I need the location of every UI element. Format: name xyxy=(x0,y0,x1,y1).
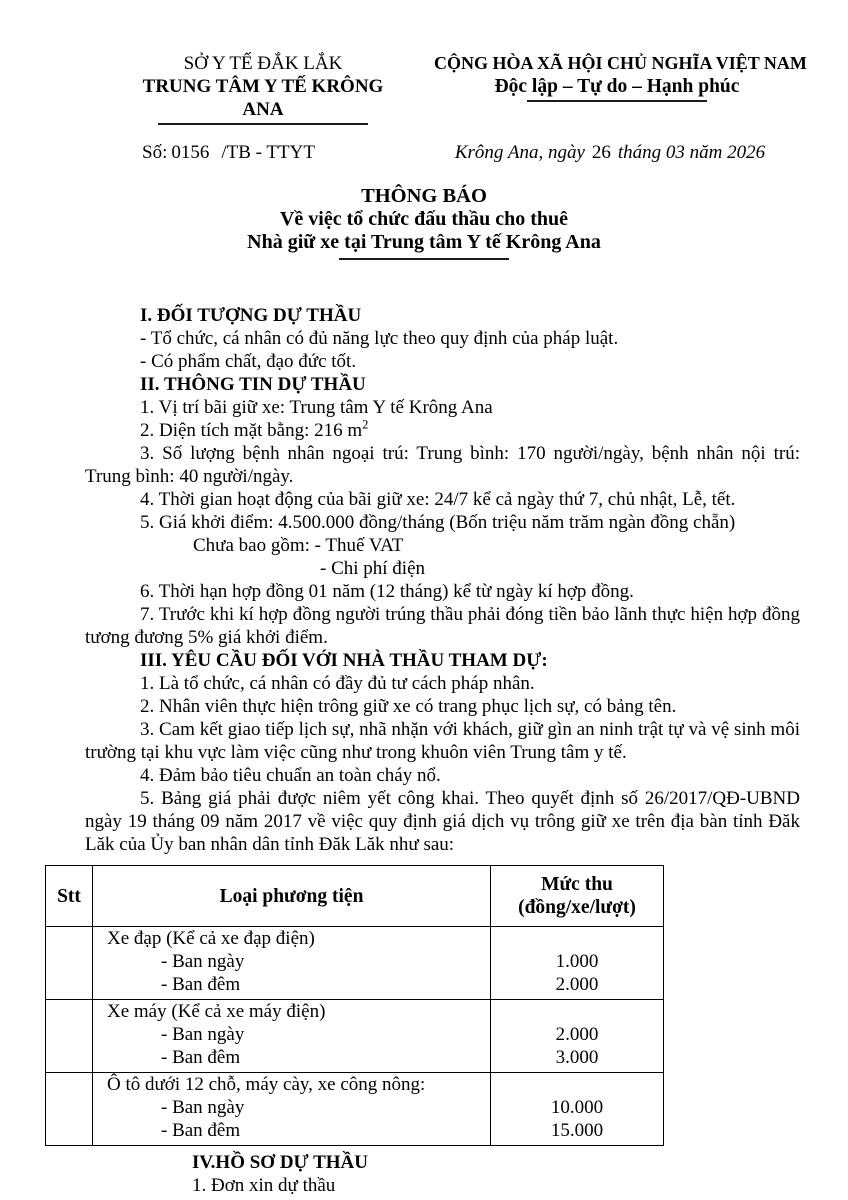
fee-value: 2.000 xyxy=(555,974,599,995)
doc-number-value: 0156 xyxy=(171,142,210,163)
fee-table-header-row xyxy=(46,866,664,927)
vehicle-cell xyxy=(93,927,491,1000)
fee-value: 15.000 xyxy=(550,1120,604,1141)
paragraph: 1. Là tổ chức, cá nhân có đầy đủ tư cách pháp nhân. xyxy=(140,673,535,694)
fee-value: 2.000 xyxy=(555,1024,599,1045)
paragraph: 6. Thời hạn hợp đồng 01 năm (12 tháng) kể từ ngày kí hợp đồng. xyxy=(140,581,634,602)
vehicle-item: - Ban đêm xyxy=(161,1047,241,1068)
paragraph: 2. Nhân viên thực hiện trông giữ xe có trang phục lịch sự, có bảng tên. xyxy=(140,696,677,717)
paragraph: 7. Trước khi kí hợp đồng người trúng thầu phải đóng tiền bảo lãnh thực hiện hợp đồng tương đương 5% giá khởi điểm. xyxy=(85,604,800,648)
document-title: THÔNG BÁO xyxy=(361,185,487,207)
fee-value: 1.000 xyxy=(555,951,599,972)
vehicle-item: - Ban đêm xyxy=(161,974,241,995)
paragraph: 5. Giá khởi điểm: 4.500.000 đồng/tháng (Bốn triệu năm trăm ngàn đồng chẵn) xyxy=(140,512,736,533)
national-motto-block xyxy=(434,52,807,125)
document-meta-row xyxy=(0,141,848,164)
paragraph: - Tổ chức, cá nhân có đủ năng lực theo quy định của pháp luật. xyxy=(140,328,619,349)
paragraph-excluded-vat: Chưa bao gồm: - Thuế VAT xyxy=(193,535,404,556)
vehicle-cell xyxy=(93,1073,491,1146)
col-header-fee xyxy=(491,866,664,927)
paragraph: 4. Thời gian hoạt động của bãi giữ xe: 24/7 kể cả ngày thứ 7, chủ nhật, Lễ, tết. xyxy=(140,489,736,510)
vehicle-category: Xe máy (Kể cả xe máy điện) xyxy=(107,1001,326,1022)
fee-spacer xyxy=(491,927,663,950)
fee-spacer xyxy=(491,1073,663,1096)
fee-table xyxy=(45,865,664,1146)
stt-cell xyxy=(46,1073,93,1146)
col-header-fee-line2: (đồng/xe/lượt) xyxy=(518,897,636,918)
national-motto: Độc lập – Tự do – Hạnh phúc xyxy=(494,76,740,97)
fee-cell xyxy=(491,1073,664,1146)
doc-number-label: Số: xyxy=(142,142,168,163)
fee-value: 3.000 xyxy=(555,1047,599,1068)
section-3-heading: III. YÊU CẦU ĐỐI VỚI NHÀ THẦU THAM DỰ: xyxy=(140,650,548,671)
area-superscript: 2 xyxy=(362,417,369,432)
area-text: 2. Diện tích mặt bằng: 216 m xyxy=(140,420,363,441)
document-subtitle-2: Nhà giữ xe tại Trung tâm Y tế Krông Ana xyxy=(247,231,601,253)
vehicle-item: - Ban đêm xyxy=(161,1120,241,1141)
document-footer xyxy=(85,1151,800,1197)
fee-value: 10.000 xyxy=(550,1097,604,1118)
table-row xyxy=(46,1073,664,1146)
document-subtitle-1: Về việc tổ chức đấu thầu cho thuê xyxy=(279,208,569,230)
paragraph: 1. Đơn xin dự thầu xyxy=(192,1175,336,1196)
paragraph-excluded-electricity: - Chi phí điện xyxy=(320,558,426,579)
vehicle-category: Xe đạp (Kể cả xe đạp điện) xyxy=(107,928,315,949)
issuing-org-block xyxy=(128,52,398,125)
paragraph: 3. Cam kết giao tiếp lịch sự, nhã nhặn với khách, giữ gìn an ninh trật tự và vệ sinh môi trường tại khu vực làm việc cũng như trong khuôn viên Trung tâm y tế. xyxy=(85,719,800,763)
vehicle-cell xyxy=(93,1000,491,1073)
table-row xyxy=(46,1000,664,1073)
document-header xyxy=(0,52,848,125)
date-place-prefix: Krông Ana, ngày xyxy=(454,142,585,163)
paragraph: 5. Bảng giá phải được niêm yết công khai. Theo quyết định số 26/2017/QĐ-UBND ngày 19 tháng 09 năm 2017 về việc quy định giá dịch vụ trông giữ xe trên địa bàn tỉnh Đăk Lăk của Ủy ban nhân dân tỉnh Đăk Lăk như sau: xyxy=(85,788,800,855)
table-row xyxy=(46,927,664,1000)
fee-spacer xyxy=(491,1000,663,1023)
section-2-heading: II. THÔNG TIN DỰ THẦU xyxy=(140,374,366,395)
paragraph: 1. Vị trí bãi giữ xe: Trung tâm Y tế Krông Ana xyxy=(140,397,493,418)
section-1-heading: I. ĐỐI TƯỢNG DỰ THẦU xyxy=(140,305,362,326)
col-header-stt: Stt xyxy=(46,866,93,927)
col-header-vehicle: Loại phương tiện xyxy=(93,866,491,927)
document-body xyxy=(85,304,800,856)
document-date xyxy=(427,141,793,164)
parent-org-name: SỞ Y TẾ ĐẮK LẮK xyxy=(183,53,343,74)
vehicle-item: - Ban ngày xyxy=(161,1024,245,1045)
stt-cell xyxy=(46,1000,93,1073)
vehicle-item: - Ban ngày xyxy=(161,1097,245,1118)
fee-cell xyxy=(491,927,664,1000)
date-day: 26 xyxy=(591,142,611,163)
paragraph: 4. Đảm bảo tiêu chuẩn an toàn cháy nổ. xyxy=(140,765,441,786)
fee-cell xyxy=(491,1000,664,1073)
date-suffix: tháng 03 năm 2026 xyxy=(617,142,766,163)
stt-cell xyxy=(46,927,93,1000)
paragraph: - Có phẩm chất, đạo đức tốt. xyxy=(140,351,357,372)
document-number xyxy=(142,141,315,164)
title-underline xyxy=(339,258,509,260)
doc-number-symbol: /TB - TTYT xyxy=(221,142,315,163)
document-title-block xyxy=(0,185,848,260)
section-4-heading: IV.HỒ SƠ DỰ THẦU xyxy=(192,1152,368,1173)
paragraph: 3. Số lượng bệnh nhân ngoại trú: Trung bình: 170 người/ngày, bệnh nhân nội trú: Trung bình: 40 người/ngày. xyxy=(85,443,800,487)
col-header-fee-line1: Mức thu xyxy=(541,874,613,895)
org-name: TRUNG TÂM Y TẾ KRÔNG ANA xyxy=(142,76,384,120)
motto-underline xyxy=(527,100,707,102)
org-underline xyxy=(158,123,368,125)
vehicle-category: Ô tô dưới 12 chỗ, máy cày, xe công nông: xyxy=(107,1074,426,1095)
vehicle-item: - Ban ngày xyxy=(161,951,245,972)
paragraph-area xyxy=(85,419,800,442)
national-title: CỘNG HÒA XÃ HỘI CHỦ NGHĨA VIỆT NAM xyxy=(434,53,807,73)
